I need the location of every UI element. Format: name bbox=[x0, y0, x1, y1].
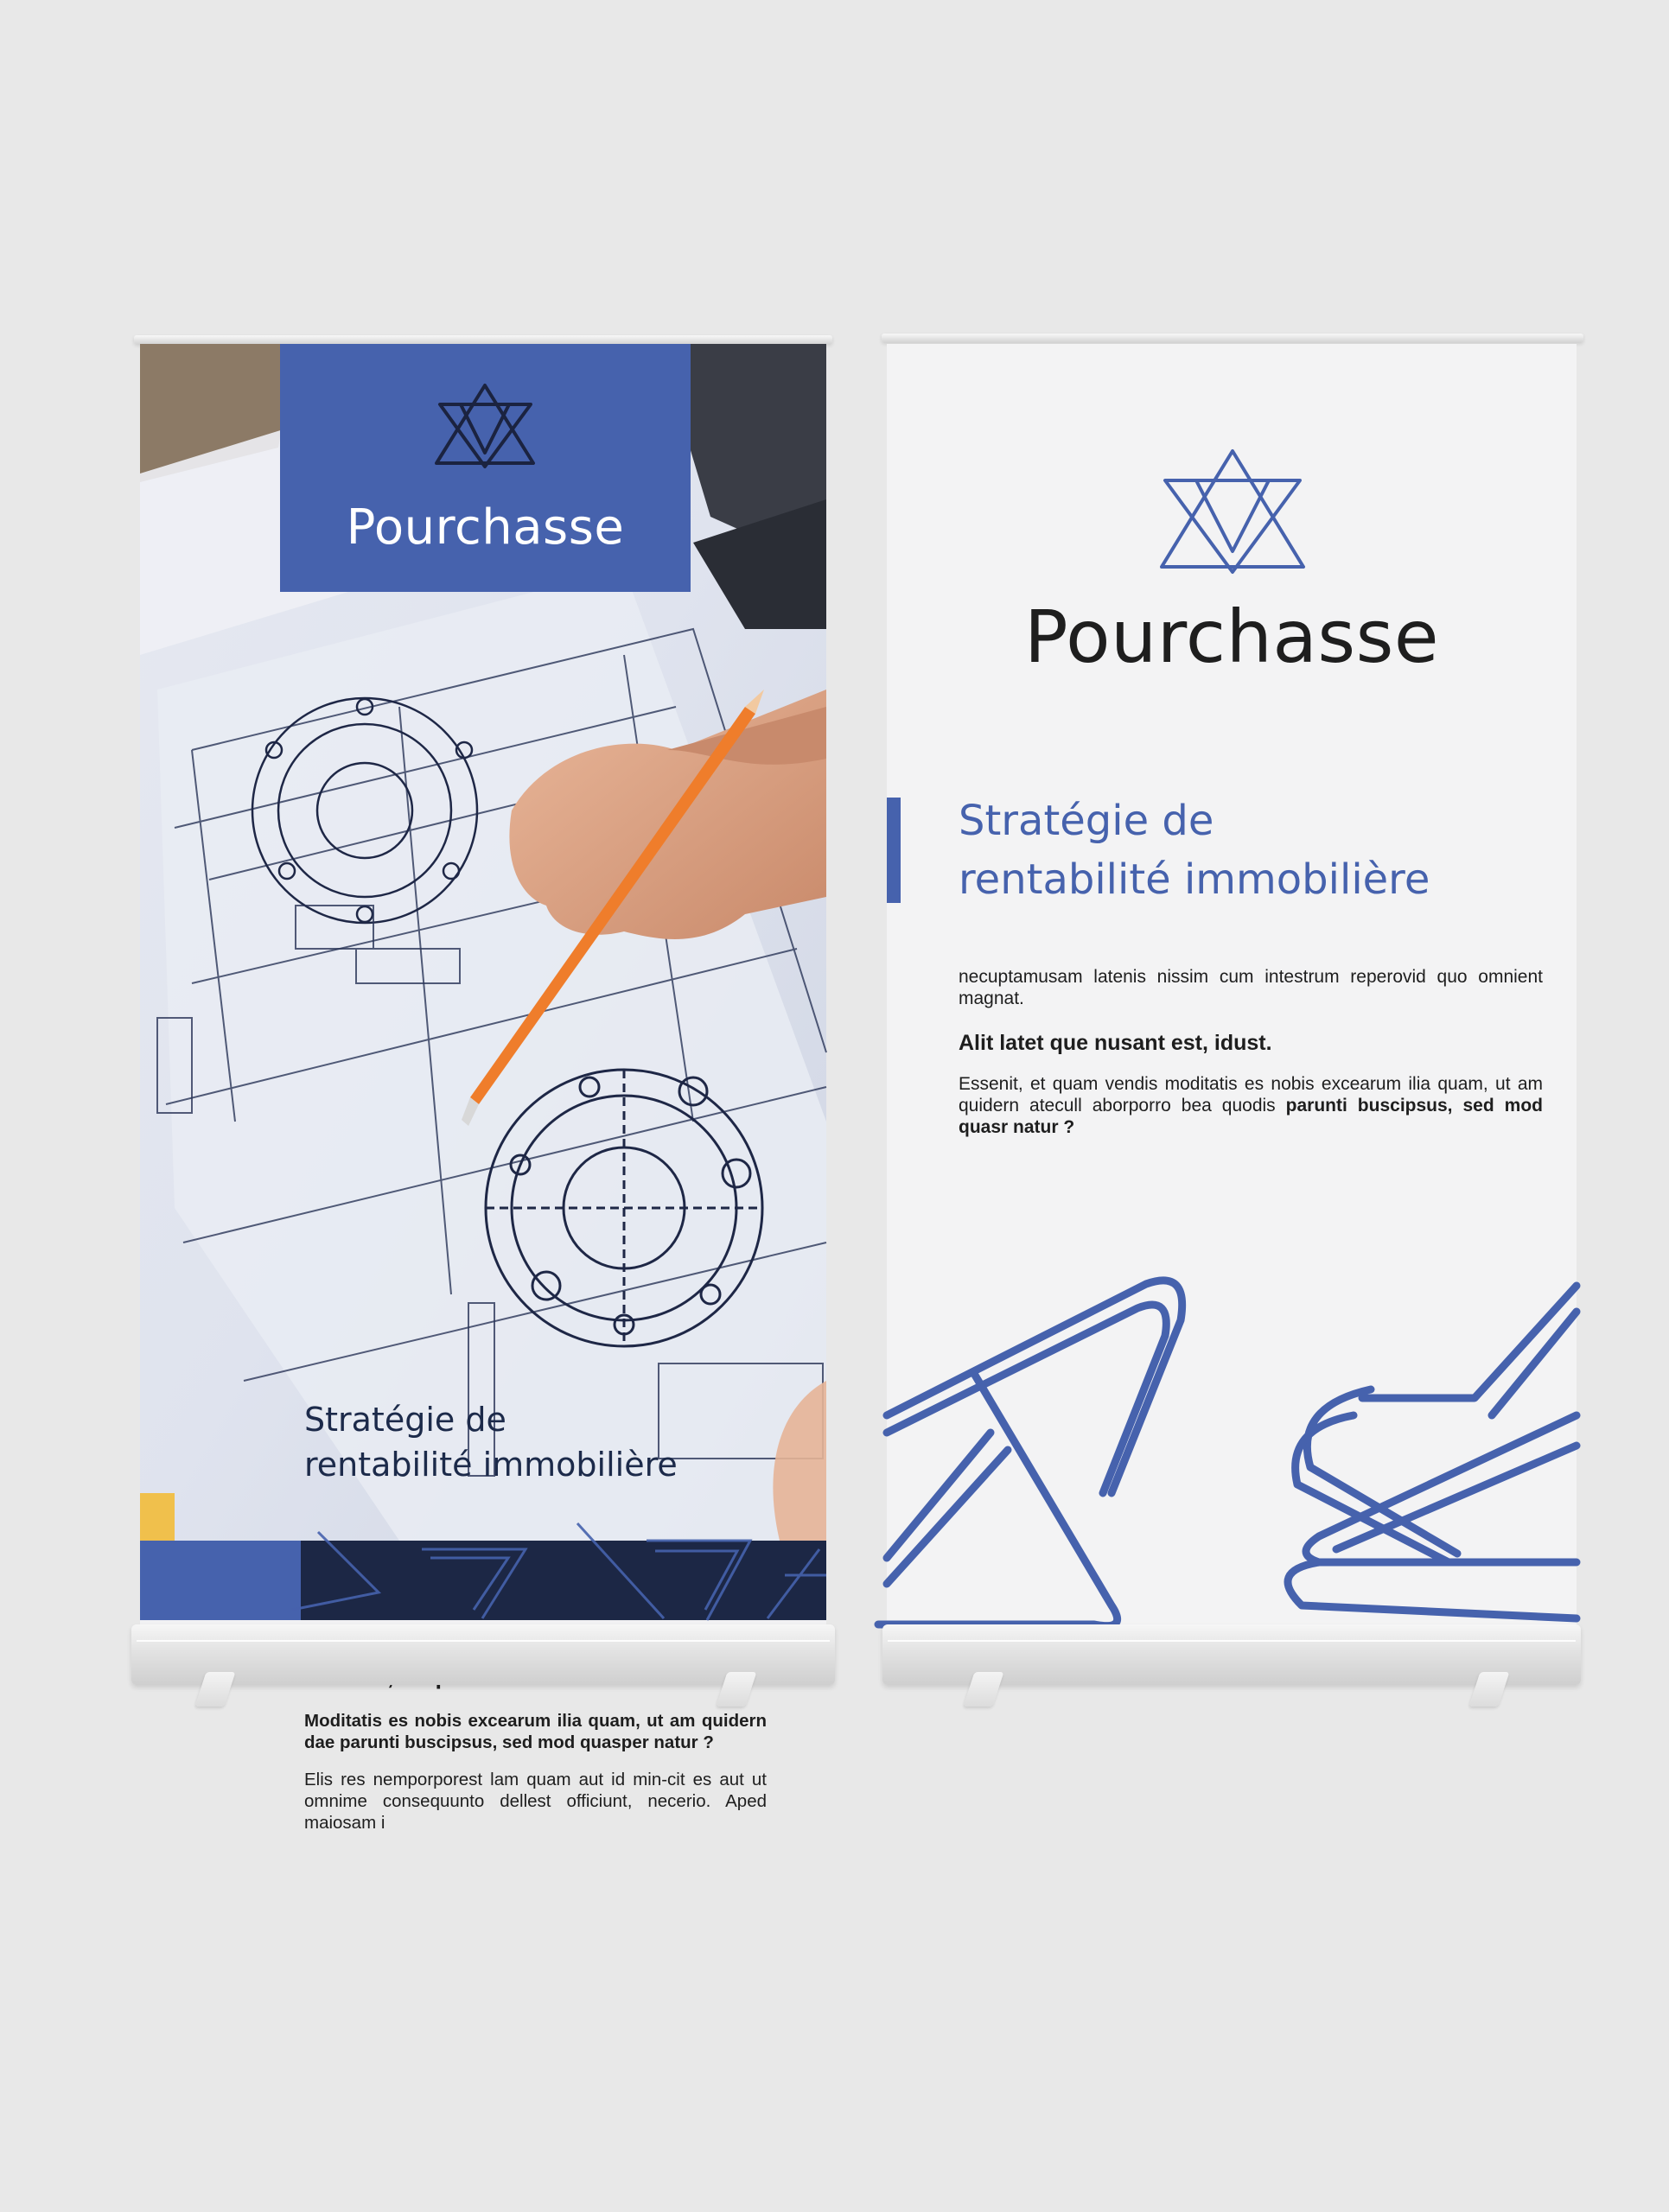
right-intro: necuptamusam latenis nissim cum intestrum reperovid quo omnient magnat. bbox=[959, 967, 1543, 1008]
left-headline-line2: rentabilité immobilière bbox=[304, 1446, 678, 1484]
left-brand-name: Pourchasse bbox=[346, 499, 625, 556]
left-banner-top-bar bbox=[134, 335, 832, 344]
right-brand-name: Pourchasse bbox=[1023, 594, 1440, 679]
left-headline-line1: Stratégie de bbox=[304, 1401, 506, 1439]
right-headline-accent-bar bbox=[887, 798, 901, 903]
logo-pattern-icon bbox=[301, 1541, 826, 1620]
left-logo-box bbox=[280, 344, 691, 592]
right-paragraph: Essenit, et quam vendis moditatis es nobis excearum ilia quam, ut am quidern atecull aborporro bea quodis bbox=[959, 1074, 1543, 1116]
left-navy-pattern-stripe bbox=[301, 1541, 826, 1620]
right-banner-top-bar bbox=[882, 334, 1583, 342]
right-subheading: Alit latet que nusant est, idust. bbox=[959, 1031, 1272, 1055]
pourchasse-star-logo-icon bbox=[431, 380, 539, 471]
right-paragraph-block bbox=[959, 1073, 1543, 1138]
left-paragraph: Elis res nemporporest lam quam aut id min-cit es aut ut omnime consequunto dellest officiunt, necerio. Aped maiosam i bbox=[304, 1770, 767, 1833]
right-headline-line1: Stratégie de bbox=[959, 797, 1214, 845]
right-paragraph-bold: parunti buscipsus, sed mod quasr natur ? bbox=[959, 1096, 1543, 1137]
right-headline bbox=[959, 791, 1564, 909]
right-headline-line2: rentabilité immobilière bbox=[959, 855, 1430, 904]
left-blue-stripe bbox=[140, 1541, 301, 1620]
right-banner-panel bbox=[887, 344, 1577, 1624]
pourchasse-star-logo-icon bbox=[1155, 446, 1310, 575]
large-logo-outline-pattern bbox=[887, 1277, 1577, 1624]
left-bold-paragraph: Moditatis es nobis excearum ilia quam, ut am quidern dae parunti buscipsus, sed mod quasper natur ? bbox=[304, 1711, 767, 1752]
left-banner-panel bbox=[140, 344, 826, 1833]
